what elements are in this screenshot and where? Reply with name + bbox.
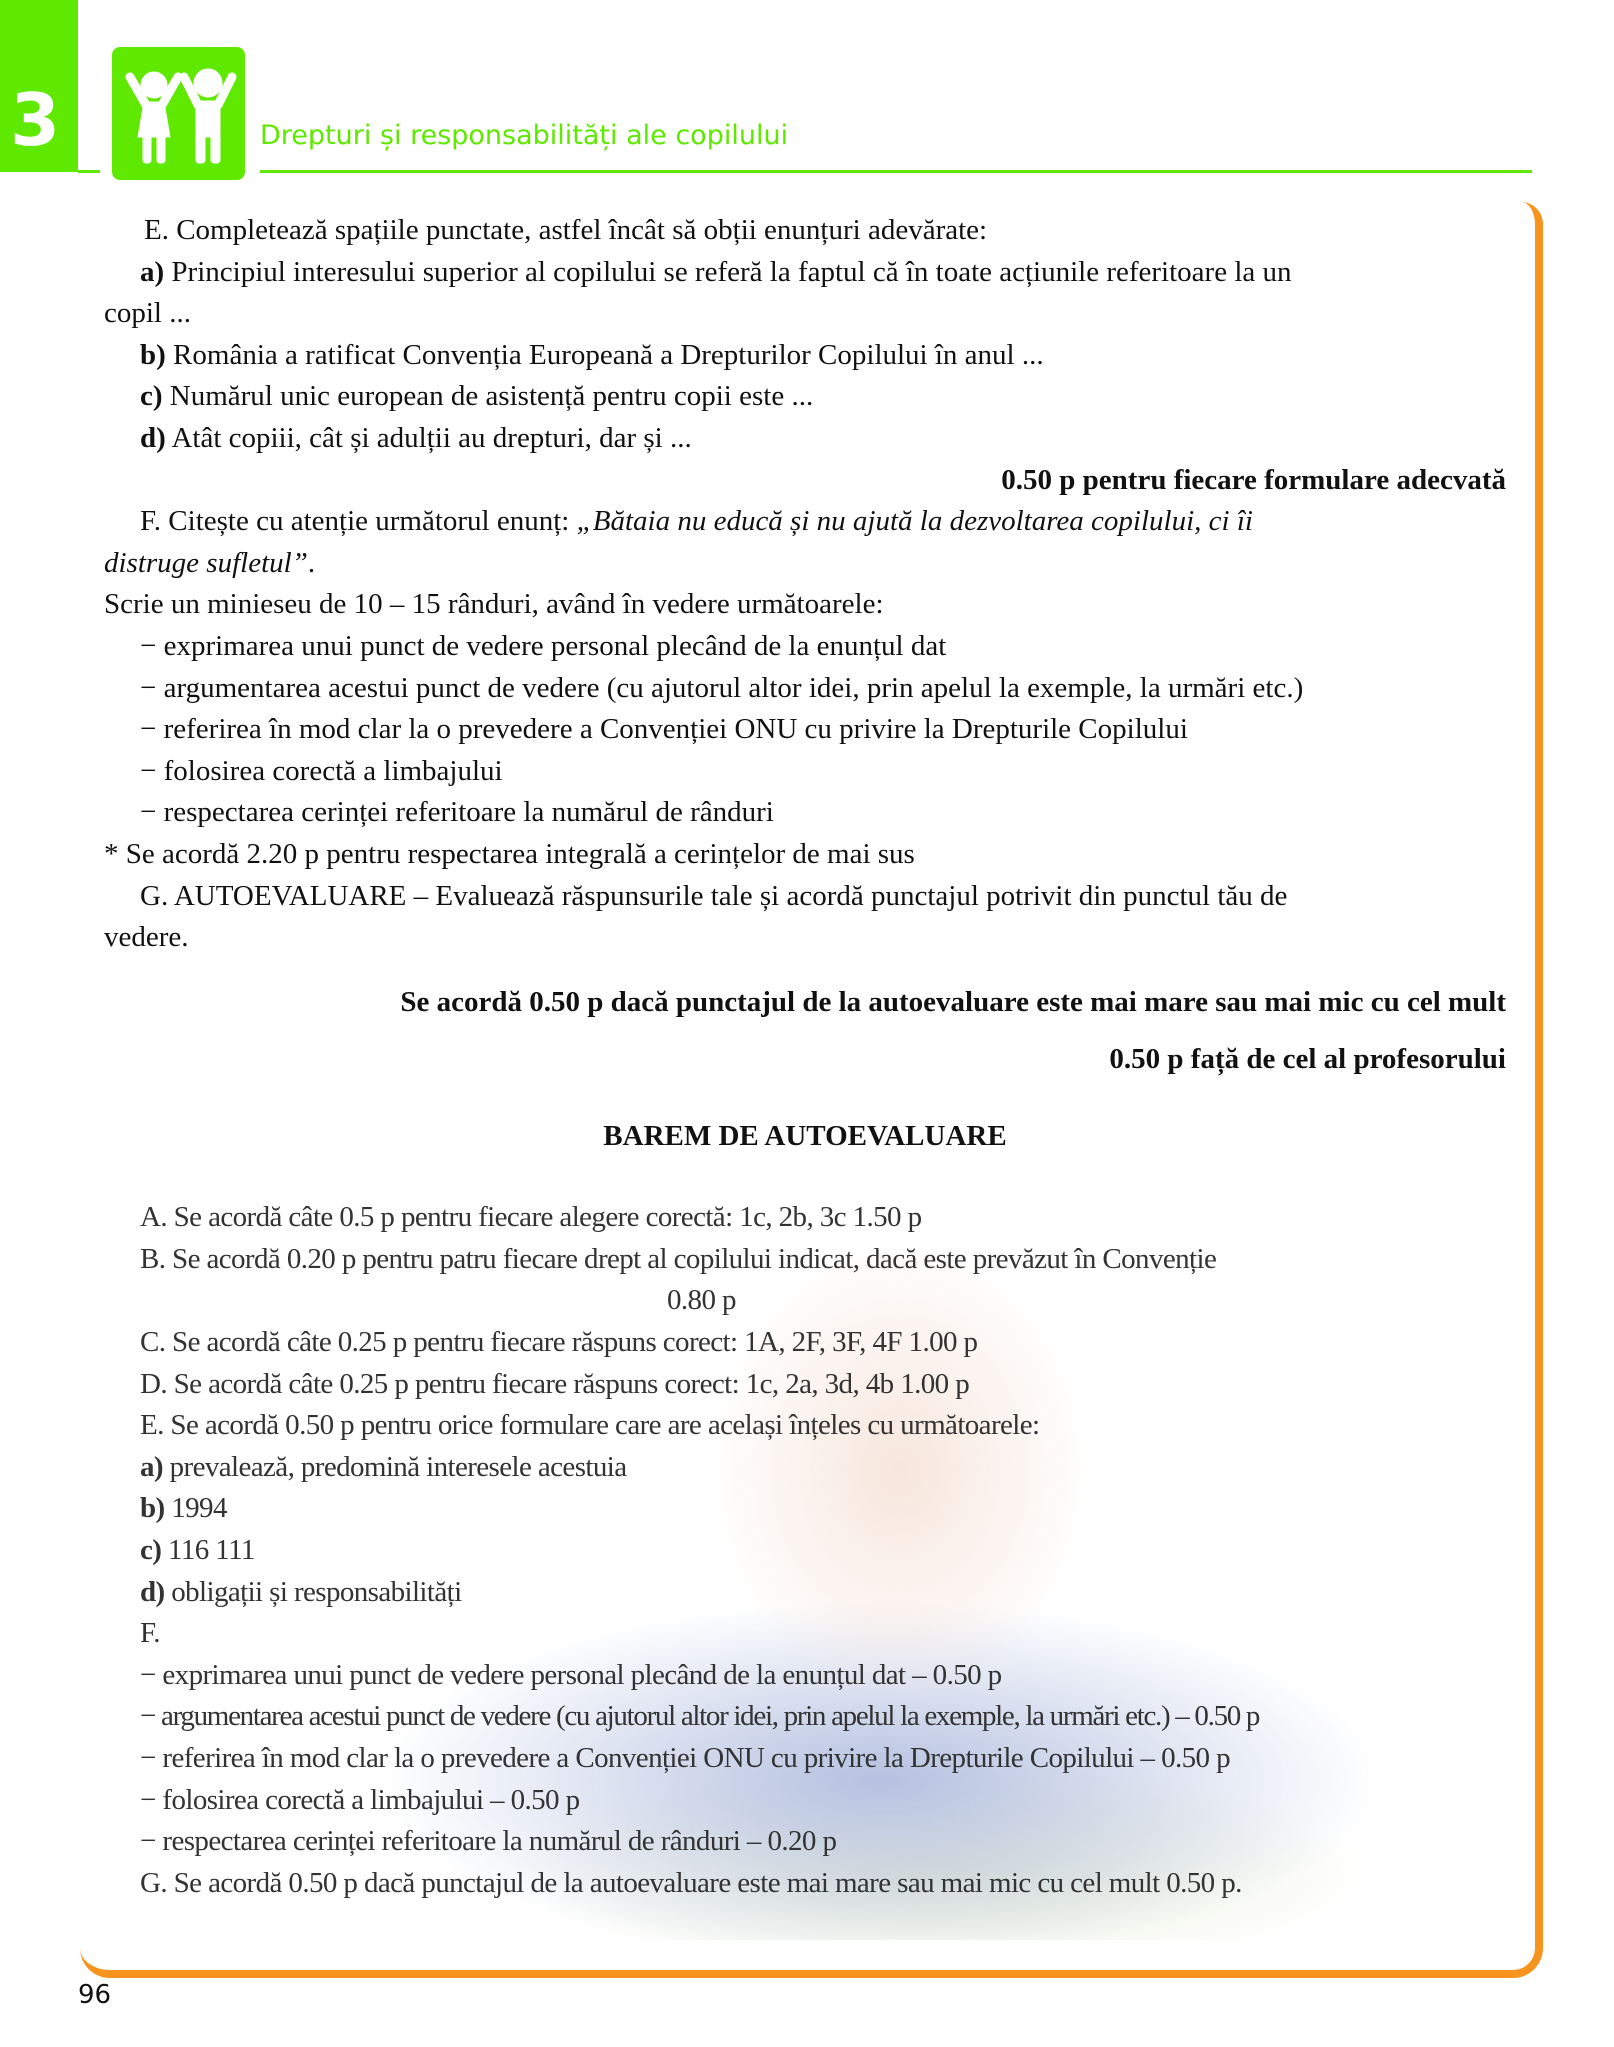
item-label: a): [140, 255, 165, 288]
barem-answer: [104, 1530, 1506, 1572]
section-g-score: 0.50 p față de cel al profesorului: [1109, 1042, 1506, 1075]
answer-label: a): [140, 1450, 163, 1483]
item-text: Principiul interesului superior al copilului se referă la faptul că în toate acțiunile referitoare la un: [164, 255, 1292, 288]
quote: distruge sufletul”: [104, 546, 308, 579]
barem-f-line: − respectarea cerinței referitoare la numărul de rânduri – 0.20 p: [140, 1825, 837, 1858]
barem-line-c: C. Se acordă câte 0.25 p pentru fiecare răspuns corect: 1A, 2F, 3F, 4F 1.00 p: [140, 1326, 978, 1359]
quote: „Bătaia nu educă și nu ajută la dezvoltarea copilului, ci îi: [576, 505, 1253, 538]
children-icon: [112, 47, 245, 180]
chapter-number: 3: [10, 78, 61, 162]
item-label: b): [140, 338, 166, 371]
section-f-bullet: − argumentarea acestui punct de vedere (cu ajutorul altor idei, prin apelul la exemple, la urmări etc.): [140, 671, 1304, 704]
section-f-bullet: − folosirea corectă a limbajului: [140, 754, 503, 787]
barem-f-label: F.: [140, 1617, 160, 1650]
answer-label: b): [140, 1492, 165, 1525]
item-text: Numărul unic european de asistență pentru copii este ...: [162, 380, 814, 413]
barem-g-line: G. Se acordă 0.50 p dacă punctajul de la autoevaluare este mai mare sau mai mic cu cel mult 0.50 p.: [140, 1866, 1242, 1899]
section-e-score: 0.50 p pentru fiecare formulare adecvată: [1001, 463, 1506, 496]
heading-text: F. Citește cu atenție următorul enunț:: [140, 505, 577, 538]
barem-f-line: − exprimarea unui punct de vedere personal plecând de la enunțul dat – 0.50 p: [140, 1658, 1002, 1691]
section-f-bullet: − referirea în mod clar la o prevedere a Convenției ONU cu privire la Drepturile Copilului: [140, 713, 1188, 746]
section-e-item-c: [104, 376, 1506, 418]
barem-line-b: B. Se acordă 0.20 p pentru patru fiecare drept al copilului indicat, dacă este prevăzut în Convenție: [140, 1242, 1217, 1275]
barem-answer: [104, 1447, 1506, 1489]
section-e-heading: E. Completează spațiile punctate, astfel încât să obții enunțuri adevărate:: [144, 214, 988, 246]
page-number: 96: [78, 1980, 112, 2010]
section-g-score: Se acordă 0.50 p dacă punctajul de la autoevaluare este mai mare sau mai mic cu cel mult: [400, 985, 1506, 1018]
barem-line-d: D. Se acordă câte 0.25 p pentru fiecare răspuns corect: 1c, 2a, 3d, 4b 1.00 p: [140, 1367, 970, 1400]
answer-text: 116 111: [161, 1534, 255, 1567]
item-label: d): [140, 421, 166, 454]
barem-list: [104, 1197, 1506, 1904]
answer-text: prevalează, predomină interesele acestuia: [162, 1450, 627, 1483]
answer-text: 1994: [164, 1492, 227, 1525]
section-f-bullet: − exprimarea unui punct de vedere personal plecând de la enunțul dat: [140, 629, 947, 662]
answer-text: obligații și responsabilități: [164, 1575, 462, 1608]
section-f-heading: [104, 501, 1506, 543]
section-f-task: Scrie un minieseu de 10 – 15 rânduri, având în vedere următoarele:: [104, 588, 884, 621]
barem-f-line: − referirea în mod clar la o prevedere a Convenției ONU cu privire la Drepturile Copilului – 0.50 p: [140, 1742, 1230, 1774]
barem-line-a: A. Se acordă câte 0.5 p pentru fiecare alegere corectă: 1c, 2b, 3c 1.50 p: [140, 1201, 922, 1234]
section-g-line: vedere.: [104, 921, 189, 954]
section-g-line: G. AUTOEVALUARE – Evaluează răspunsurile tale și acordă punctajul potrivit din punctul tău de: [140, 879, 1288, 912]
barem-line-e: E. Se acordă 0.50 p pentru orice formulare care are același înțeles cu următoarele:: [140, 1409, 1040, 1442]
header-rule-left: [78, 170, 100, 173]
section-e-item-b: [104, 335, 1506, 377]
answer-label: c): [140, 1534, 162, 1567]
section-f-note: * Se acordă 2.20 p pentru respectarea integrală a cerințelor de mai sus: [104, 837, 915, 870]
answer-label: d): [140, 1575, 165, 1608]
section-e-item-a-cont: copil ...: [104, 297, 191, 330]
item-text: Atât copiii, cât și adulții au drepturi, dar și ...: [165, 421, 692, 454]
barem-f-line: − argumentarea acestui punct de vedere (cu ajutorul altor idei, prin apelul la exemple, la urmări etc.) – 0.50 p: [140, 1700, 1260, 1733]
quote-end: .: [307, 546, 316, 579]
item-label: c): [140, 380, 163, 413]
barem-title: BAREM DE AUTOEVALUARE: [603, 1119, 1007, 1152]
barem-line-b-score: 0.80 p: [667, 1284, 736, 1317]
section-f-quote-cont: [104, 543, 1506, 585]
section-e-item-d: [104, 418, 1506, 460]
barem-answer: [104, 1572, 1506, 1614]
barem-answer: [104, 1488, 1506, 1530]
section-f-bullet: − respectarea cerinței referitoare la numărul de rânduri: [140, 796, 774, 829]
header-rule: [260, 170, 1532, 173]
barem-f-line: − folosirea corectă a limbajului – 0.50 p: [140, 1783, 580, 1816]
chapter-title: Drepturi și responsabilități ale copilului: [260, 120, 789, 151]
section-e-item-a: [104, 252, 1506, 294]
page-content: [104, 210, 1506, 1904]
item-text: România a ratificat Convenția Europeană a Drepturilor Copilului în anul ...: [165, 338, 1044, 371]
